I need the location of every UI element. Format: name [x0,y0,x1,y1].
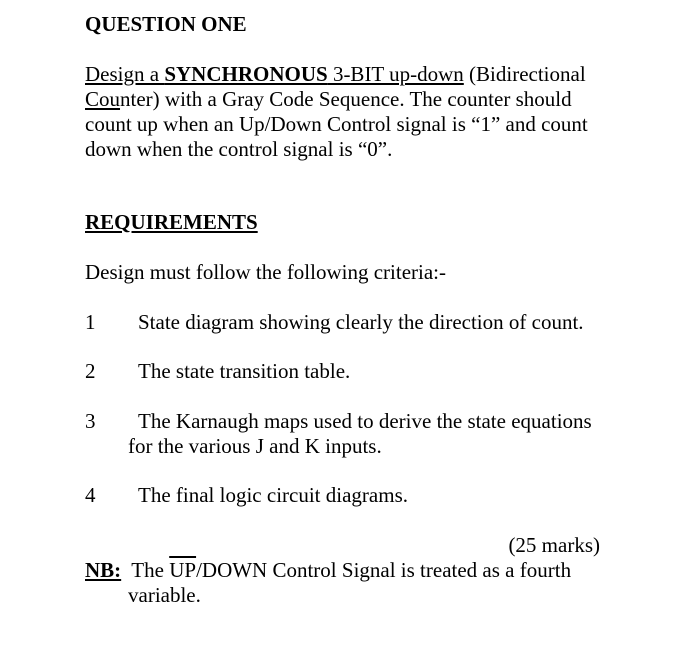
intro-line2-underlined: Cou [85,87,121,111]
item-text: The Karnaugh maps used to derive the state equations [138,409,592,433]
requirements-heading: REQUIREMENTS [85,210,258,234]
intro-line1-tail: (Bidirectional [463,62,586,86]
intro-design-a: Design a [85,62,165,86]
intro-synchronous: SYNCHRONOUS [164,62,328,86]
note-line-2: variable. [128,583,201,607]
item-number: 4 [85,483,96,507]
intro-underlined-part [85,62,464,86]
intro-line-1 [85,62,586,86]
item-text: The state transition table. [138,359,351,383]
intro-line-3: count up when an Up/Down Control signal is “1” and count [85,112,588,136]
intro-line-4: down when the control signal is “0”. [85,137,393,161]
question-title: QUESTION ONE [85,12,247,36]
item-text: The final logic circuit diagrams. [138,483,408,507]
item-text: State diagram showing clearly the direction of count. [138,310,584,334]
marks-label: (25 marks) [508,533,600,557]
note-up-overlined: $\overline{UP}$ [169,558,197,582]
item-number: 2 [85,359,96,383]
intro-line-2 [85,87,572,111]
item-number: 1 [85,310,96,334]
note-line-1 [85,558,571,582]
item-number: 3 [85,409,96,433]
intro-3bit-updown: 3-BIT up-down [327,62,464,86]
note-label: NB: [85,558,122,582]
criteria-intro: Design must follow the following criteria:- [85,260,447,284]
note-post: /DOWN Control Signal is treated as a fourth [196,558,572,582]
note-pre: The [121,558,170,582]
intro-line2-rest: nter) with a Gray Code Sequence. The counter should [120,87,572,111]
item-text-continuation: for the various J and K inputs. [128,434,382,458]
